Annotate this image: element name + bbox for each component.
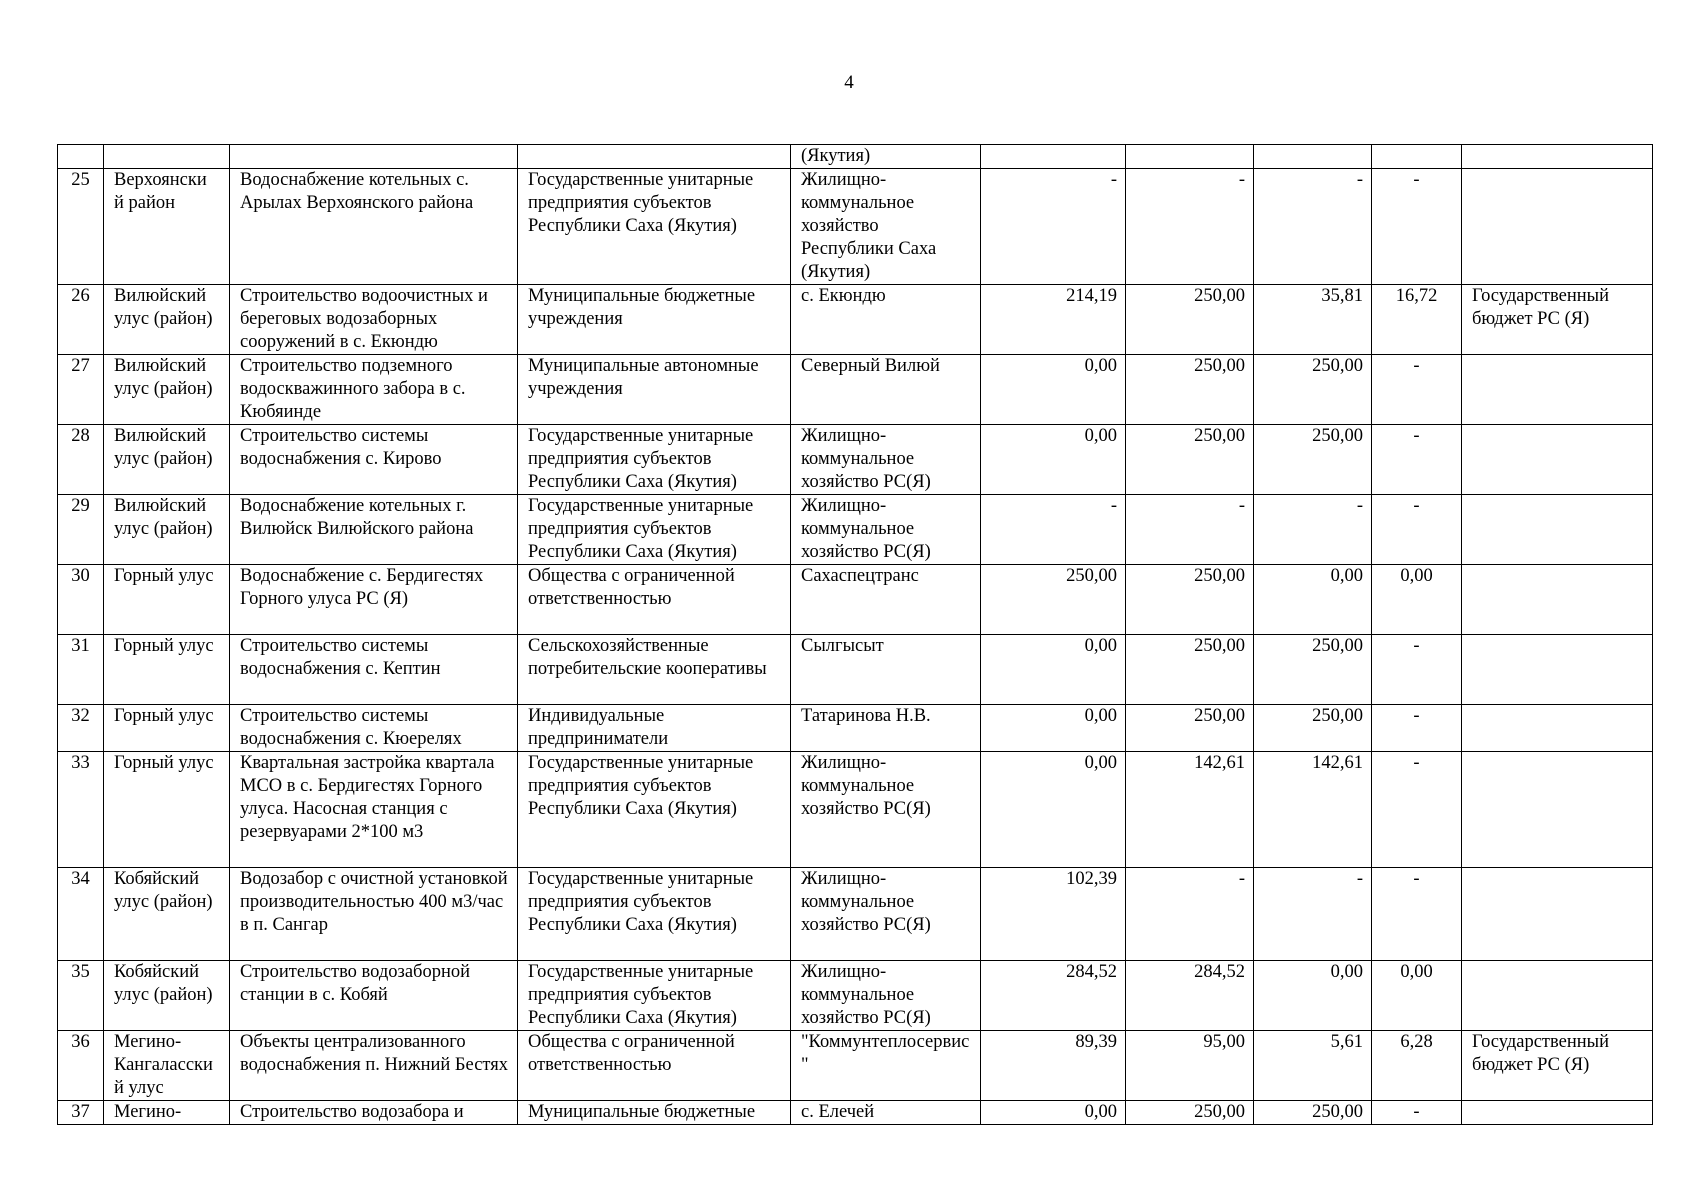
value-2-cell: 284,52 bbox=[1126, 961, 1254, 1031]
funding-source-cell bbox=[1462, 495, 1653, 565]
object-cell: Водоснабжение с. Бердигестях Горного улуса РС (Я) bbox=[230, 565, 518, 635]
value-2-cell: - bbox=[1126, 495, 1254, 565]
investment-table bbox=[57, 144, 1653, 1125]
operator-cell: Жилищно-коммунальное хозяйство РС(Я) bbox=[791, 752, 981, 868]
ownership-form-cell: Государственные унитарные предприятия субъектов Республики Саха (Якутия) bbox=[518, 752, 791, 868]
value-4-cell: - bbox=[1372, 425, 1462, 495]
value-1-cell: - bbox=[981, 495, 1126, 565]
table-body bbox=[58, 145, 1653, 1125]
table-row bbox=[58, 868, 1653, 961]
table-row bbox=[58, 961, 1653, 1031]
value-4-cell: - bbox=[1372, 705, 1462, 752]
funding-source-cell: Государственный бюджет РС (Я) bbox=[1462, 285, 1653, 355]
ownership-form-cell: Государственные унитарные предприятия субъектов Республики Саха (Якутия) bbox=[518, 169, 791, 285]
funding-source-cell bbox=[1462, 752, 1653, 868]
operator-cell: с. Елечей bbox=[791, 1101, 981, 1125]
region-cell: Мегино-Кангаласский улус bbox=[104, 1031, 230, 1101]
row-number: 34 bbox=[58, 868, 104, 961]
value-1-cell: 250,00 bbox=[981, 565, 1126, 635]
object-cell: Объекты централизованного водоснабжения п. Нижний Бестях bbox=[230, 1031, 518, 1101]
row-number: 29 bbox=[58, 495, 104, 565]
value-4-cell: 0,00 bbox=[1372, 565, 1462, 635]
row-number: 32 bbox=[58, 705, 104, 752]
value-3-cell: - bbox=[1254, 495, 1372, 565]
table-row bbox=[58, 635, 1653, 705]
value-2-cell: 250,00 bbox=[1126, 565, 1254, 635]
value-1-cell: 0,00 bbox=[981, 705, 1126, 752]
table-row bbox=[58, 752, 1653, 868]
funding-source-cell bbox=[1462, 868, 1653, 961]
row-number: 27 bbox=[58, 355, 104, 425]
funding-source-cell bbox=[1462, 1101, 1653, 1125]
operator-cell: Жилищно-коммунальное хозяйство РС(Я) bbox=[791, 961, 981, 1031]
value-4-cell: - bbox=[1372, 752, 1462, 868]
value-3-cell: 0,00 bbox=[1254, 565, 1372, 635]
value-3-cell: 5,61 bbox=[1254, 1031, 1372, 1101]
value-2-cell: 142,61 bbox=[1126, 752, 1254, 868]
region-cell: Верхоянски й район bbox=[104, 169, 230, 285]
value-3-cell: 35,81 bbox=[1254, 285, 1372, 355]
ownership-form-cell: Государственные унитарные предприятия субъектов Республики Саха (Якутия) bbox=[518, 495, 791, 565]
region-cell: Вилюйский улус (район) bbox=[104, 495, 230, 565]
value-1-cell: - bbox=[981, 169, 1126, 285]
funding-source-cell bbox=[1462, 169, 1653, 285]
value-3-cell: 250,00 bbox=[1254, 705, 1372, 752]
table-row bbox=[58, 1101, 1653, 1125]
operator-cell: Жилищно-коммунальное хозяйство РС(Я) bbox=[791, 868, 981, 961]
object-cell bbox=[230, 145, 518, 169]
value-3-cell: 0,00 bbox=[1254, 961, 1372, 1031]
operator-cell: Сылгысыт bbox=[791, 635, 981, 705]
value-2-cell bbox=[1126, 145, 1254, 169]
value-2-cell: 250,00 bbox=[1126, 285, 1254, 355]
region-cell: Кобяйский улус (район) bbox=[104, 868, 230, 961]
table-row bbox=[58, 1031, 1653, 1101]
value-4-cell: - bbox=[1372, 355, 1462, 425]
value-3-cell: - bbox=[1254, 169, 1372, 285]
region-cell: Горный улус bbox=[104, 752, 230, 868]
value-1-cell: 0,00 bbox=[981, 355, 1126, 425]
row-number: 36 bbox=[58, 1031, 104, 1101]
value-2-cell: 250,00 bbox=[1126, 425, 1254, 495]
region-cell: Кобяйский улус (район) bbox=[104, 961, 230, 1031]
value-3-cell: 142,61 bbox=[1254, 752, 1372, 868]
ownership-form-cell: Государственные унитарные предприятия субъектов Республики Саха (Якутия) bbox=[518, 425, 791, 495]
ownership-form-cell: Государственные унитарные предприятия субъектов Республики Саха (Якутия) bbox=[518, 961, 791, 1031]
page-number: 4 bbox=[844, 72, 854, 93]
operator-cell: Сахаспецтранс bbox=[791, 565, 981, 635]
region-cell: Вилюйский улус (район) bbox=[104, 355, 230, 425]
funding-source-cell bbox=[1462, 961, 1653, 1031]
value-4-cell: - bbox=[1372, 169, 1462, 285]
value-2-cell: 95,00 bbox=[1126, 1031, 1254, 1101]
table-row bbox=[58, 565, 1653, 635]
ownership-form-cell: Общества с ограниченной ответственностью bbox=[518, 1031, 791, 1101]
operator-cell: Жилищно-коммунальное хозяйство Республики Саха (Якутия) bbox=[791, 169, 981, 285]
table-row bbox=[58, 285, 1653, 355]
value-3-cell: 250,00 bbox=[1254, 635, 1372, 705]
ownership-form-cell: Муниципальные автономные учреждения bbox=[518, 355, 791, 425]
funding-source-cell bbox=[1462, 355, 1653, 425]
ownership-form-cell: Общества с ограниченной ответственностью bbox=[518, 565, 791, 635]
value-3-cell: 250,00 bbox=[1254, 425, 1372, 495]
region-cell: Мегино- bbox=[104, 1101, 230, 1125]
object-cell: Строительство водоочистных и береговых водозаборных сооружений в с. Екюндю bbox=[230, 285, 518, 355]
value-4-cell: 0,00 bbox=[1372, 961, 1462, 1031]
value-3-cell: 250,00 bbox=[1254, 1101, 1372, 1125]
operator-cell: "Коммунтеплосервис" bbox=[791, 1031, 981, 1101]
row-number: 26 bbox=[58, 285, 104, 355]
row-number: 28 bbox=[58, 425, 104, 495]
table-row bbox=[58, 495, 1653, 565]
operator-cell: Татаринова Н.В. bbox=[791, 705, 981, 752]
value-3-cell: - bbox=[1254, 868, 1372, 961]
ownership-form-cell bbox=[518, 145, 791, 169]
object-cell: Строительство системы водоснабжения с. Кирово bbox=[230, 425, 518, 495]
funding-source-cell bbox=[1462, 635, 1653, 705]
table-row bbox=[58, 355, 1653, 425]
value-2-cell: 250,00 bbox=[1126, 705, 1254, 752]
value-2-cell: 250,00 bbox=[1126, 635, 1254, 705]
value-2-cell: 250,00 bbox=[1126, 1101, 1254, 1125]
object-cell: Водозабор с очистной установкой производительностью 400 м3/час в п. Сангар bbox=[230, 868, 518, 961]
region-cell bbox=[104, 145, 230, 169]
row-number: 37 bbox=[58, 1101, 104, 1125]
value-4-cell bbox=[1372, 145, 1462, 169]
operator-cell: (Якутия) bbox=[791, 145, 981, 169]
funding-source-cell: Государственный бюджет РС (Я) bbox=[1462, 1031, 1653, 1101]
value-1-cell: 0,00 bbox=[981, 752, 1126, 868]
ownership-form-cell: Индивидуальные предприниматели bbox=[518, 705, 791, 752]
operator-cell: Жилищно-коммунальное хозяйство РС(Я) bbox=[791, 425, 981, 495]
value-4-cell: 16,72 bbox=[1372, 285, 1462, 355]
value-1-cell: 0,00 bbox=[981, 635, 1126, 705]
row-number: 31 bbox=[58, 635, 104, 705]
value-1-cell: 284,52 bbox=[981, 961, 1126, 1031]
region-cell: Горный улус bbox=[104, 635, 230, 705]
funding-source-cell bbox=[1462, 705, 1653, 752]
funding-source-cell bbox=[1462, 425, 1653, 495]
value-3-cell bbox=[1254, 145, 1372, 169]
value-1-cell: 0,00 bbox=[981, 1101, 1126, 1125]
region-cell: Вилюйский улус (район) bbox=[104, 285, 230, 355]
operator-cell: с. Екюндю bbox=[791, 285, 981, 355]
object-cell: Строительство водозаборной станции в с. Кобяй bbox=[230, 961, 518, 1031]
row-number: 33 bbox=[58, 752, 104, 868]
operator-cell: Жилищно-коммунальное хозяйство РС(Я) bbox=[791, 495, 981, 565]
value-2-cell: - bbox=[1126, 169, 1254, 285]
value-4-cell: - bbox=[1372, 1101, 1462, 1125]
ownership-form-cell: Сельскохозяйственные потребительские кооперативы bbox=[518, 635, 791, 705]
ownership-form-cell: Муниципальные бюджетные bbox=[518, 1101, 791, 1125]
funding-source-cell bbox=[1462, 565, 1653, 635]
value-2-cell: 250,00 bbox=[1126, 355, 1254, 425]
value-1-cell: 102,39 bbox=[981, 868, 1126, 961]
table-row bbox=[58, 705, 1653, 752]
value-4-cell: - bbox=[1372, 868, 1462, 961]
value-4-cell: - bbox=[1372, 635, 1462, 705]
ownership-form-cell: Государственные унитарные предприятия субъектов Республики Саха (Якутия) bbox=[518, 868, 791, 961]
value-3-cell: 250,00 bbox=[1254, 355, 1372, 425]
row-number bbox=[58, 145, 104, 169]
region-cell: Вилюйский улус (район) bbox=[104, 425, 230, 495]
object-cell: Строительство системы водоснабжения с. Кептин bbox=[230, 635, 518, 705]
object-cell: Строительство водозабора и bbox=[230, 1101, 518, 1125]
operator-cell: Северный Вилюй bbox=[791, 355, 981, 425]
ownership-form-cell: Муниципальные бюджетные учреждения bbox=[518, 285, 791, 355]
value-1-cell: 89,39 bbox=[981, 1031, 1126, 1101]
value-1-cell: 214,19 bbox=[981, 285, 1126, 355]
value-1-cell: 0,00 bbox=[981, 425, 1126, 495]
table-row bbox=[58, 145, 1653, 169]
row-number: 25 bbox=[58, 169, 104, 285]
object-cell: Водоснабжение котельных г. Вилюйск Вилюйского района bbox=[230, 495, 518, 565]
row-number: 35 bbox=[58, 961, 104, 1031]
region-cell: Горный улус bbox=[104, 565, 230, 635]
object-cell: Водоснабжение котельных с. Арылах Верхоянского района bbox=[230, 169, 518, 285]
table-row bbox=[58, 169, 1653, 285]
object-cell: Квартальная застройка квартала МСО в с. Бердигестях Горного улуса. Насосная станция с резервуарами 2*100 м3 bbox=[230, 752, 518, 868]
value-2-cell: - bbox=[1126, 868, 1254, 961]
object-cell: Строительство подземного водоскважинного забора в с. Кюбяинде bbox=[230, 355, 518, 425]
object-cell: Строительство системы водоснабжения с. Кюерелях bbox=[230, 705, 518, 752]
value-1-cell bbox=[981, 145, 1126, 169]
region-cell: Горный улус bbox=[104, 705, 230, 752]
value-4-cell: 6,28 bbox=[1372, 1031, 1462, 1101]
row-number: 30 bbox=[58, 565, 104, 635]
table-row bbox=[58, 425, 1653, 495]
funding-source-cell bbox=[1462, 145, 1653, 169]
value-4-cell: - bbox=[1372, 495, 1462, 565]
